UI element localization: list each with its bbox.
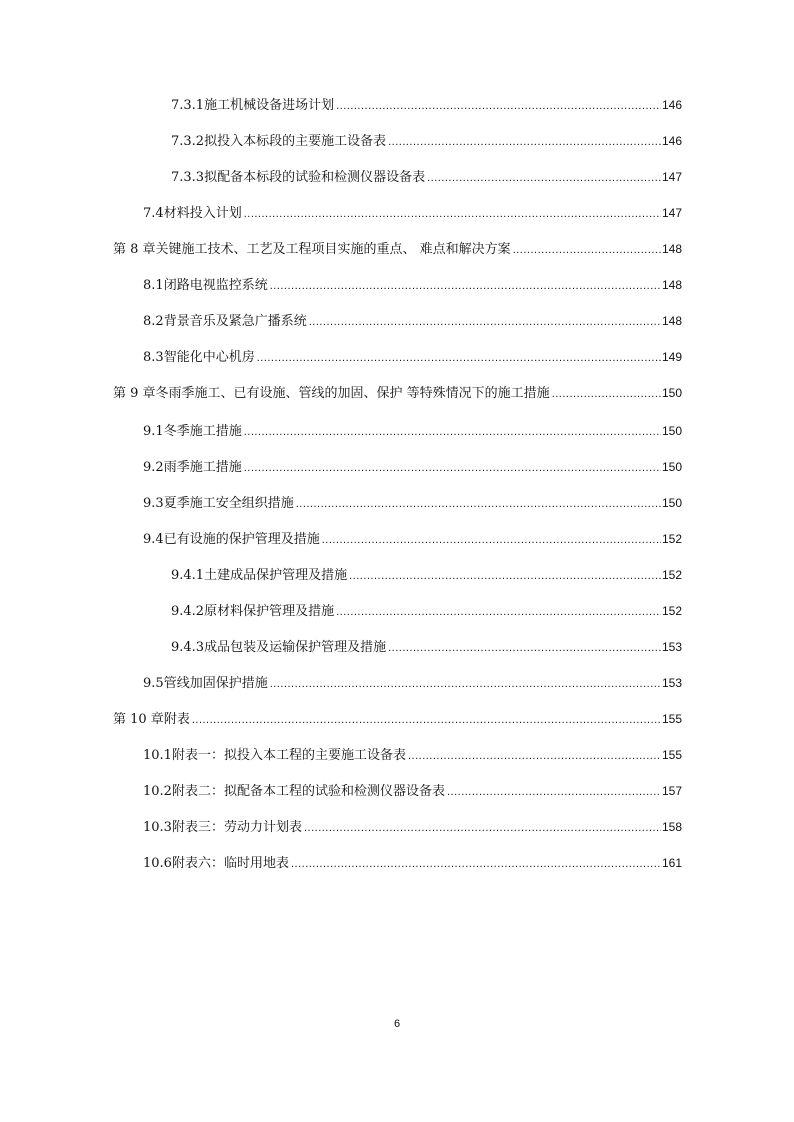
toc-number: 10.2 bbox=[143, 784, 172, 799]
toc-entry[interactable] bbox=[0, 310, 794, 332]
toc-entry[interactable] bbox=[0, 382, 794, 404]
toc-number: 8.1 bbox=[143, 278, 164, 293]
toc-title: 成品包装及运输保护管理及措施 bbox=[204, 640, 387, 655]
toc-page: 153 bbox=[661, 640, 682, 654]
toc-page: 158 bbox=[661, 820, 682, 834]
toc-leader bbox=[336, 601, 661, 623]
toc-entry[interactable] bbox=[0, 672, 794, 694]
toc-title: 雨季施工措施 bbox=[163, 460, 242, 475]
toc-page: 146 bbox=[661, 98, 682, 112]
toc-number: 9.4 bbox=[143, 532, 164, 547]
toc-leader bbox=[336, 95, 661, 117]
toc-title: 管线加固保护措施 bbox=[163, 676, 268, 691]
toc-leader bbox=[513, 239, 661, 261]
toc-title: 附表六：临时用地表 bbox=[171, 856, 289, 871]
toc-number: 8.2 bbox=[143, 314, 164, 329]
toc-number: 10.1 bbox=[143, 748, 172, 763]
toc-title: 原材料保护管理及措施 bbox=[204, 604, 335, 619]
toc-page: 148 bbox=[661, 278, 682, 292]
toc-number: 7.3.3 bbox=[171, 170, 205, 185]
toc-page: 153 bbox=[661, 676, 682, 690]
toc-number: 9.4.2 bbox=[171, 604, 205, 619]
toc-entry[interactable] bbox=[0, 636, 794, 658]
toc-page: 150 bbox=[661, 460, 682, 474]
toc-leader bbox=[296, 493, 661, 515]
toc-leader bbox=[552, 383, 661, 405]
toc-title: 已有设施的保护管理及措施 bbox=[163, 532, 320, 547]
toc-entry[interactable] bbox=[0, 202, 794, 224]
toc-number: 9.3 bbox=[143, 496, 164, 511]
toc-number: 9.1 bbox=[143, 424, 164, 439]
toc-entry[interactable] bbox=[0, 456, 794, 478]
toc-leader bbox=[270, 275, 661, 297]
toc-entry[interactable] bbox=[0, 130, 794, 152]
toc-entry[interactable] bbox=[0, 238, 794, 260]
toc-leader bbox=[192, 709, 661, 731]
toc-title: 施工机械设备进场计划 bbox=[204, 98, 335, 113]
toc-entry[interactable] bbox=[0, 94, 794, 116]
toc-entry[interactable] bbox=[0, 492, 794, 514]
toc-leader bbox=[447, 781, 661, 803]
toc-title: 背景音乐及紧急广播系统 bbox=[163, 314, 307, 329]
toc-number: 第 10 章 bbox=[113, 712, 164, 727]
toc-leader bbox=[349, 565, 661, 587]
toc-page: 161 bbox=[661, 856, 682, 870]
toc-title: 闭路电视监控系统 bbox=[163, 278, 268, 293]
toc-leader bbox=[270, 673, 661, 695]
toc-number: 9.5 bbox=[143, 676, 164, 691]
toc-title: 附表 bbox=[163, 712, 190, 727]
toc-title: 附表一：拟投入本工程的主要施工设备表 bbox=[171, 748, 406, 763]
toc-page: 147 bbox=[661, 170, 682, 184]
toc-entry[interactable] bbox=[0, 528, 794, 550]
toc-number: 10.3 bbox=[143, 820, 172, 835]
toc-leader bbox=[322, 529, 661, 551]
toc-page: 152 bbox=[661, 604, 682, 618]
toc-entry[interactable] bbox=[0, 816, 794, 838]
toc-leader bbox=[244, 421, 661, 443]
toc-page: 149 bbox=[661, 350, 682, 364]
toc-page: 152 bbox=[661, 532, 682, 546]
page-number: 6 bbox=[393, 1018, 401, 1030]
toc-entry[interactable] bbox=[0, 346, 794, 368]
toc-title: 冬雨季施工、已有设施、管线的加固、保护 等特殊情况下的施工措施 bbox=[155, 386, 550, 401]
toc-entry[interactable] bbox=[0, 166, 794, 188]
toc-title: 附表三：劳动力计划表 bbox=[171, 820, 302, 835]
toc-leader bbox=[244, 203, 661, 225]
toc-leader bbox=[304, 817, 661, 839]
toc-number: 9.4.1 bbox=[171, 568, 205, 583]
toc-entry[interactable] bbox=[0, 564, 794, 586]
toc-title: 拟配备本标段的试验和检测仪器设备表 bbox=[204, 170, 426, 185]
toc-title: 拟投入本标段的主要施工设备表 bbox=[204, 134, 387, 149]
toc-title: 关键施工技术、工艺及工程项目实施的重点、 难点和解决方案 bbox=[155, 242, 511, 257]
toc-entry[interactable] bbox=[0, 708, 794, 730]
toc-number: 9.4.3 bbox=[171, 640, 205, 655]
toc-leader bbox=[291, 853, 661, 875]
toc-leader bbox=[244, 457, 661, 479]
toc-entry[interactable] bbox=[0, 852, 794, 874]
toc-page: 150 bbox=[661, 386, 682, 400]
toc-title: 智能化中心机房 bbox=[163, 350, 255, 365]
toc-entry[interactable] bbox=[0, 420, 794, 442]
toc-title: 附表二：拟配备本工程的试验和检测仪器设备表 bbox=[171, 784, 445, 799]
toc-title: 夏季施工安全组织措施 bbox=[163, 496, 294, 511]
toc-leader bbox=[408, 745, 661, 767]
toc-page: 155 bbox=[661, 712, 682, 726]
toc-leader bbox=[388, 131, 661, 153]
toc-entry[interactable] bbox=[0, 744, 794, 766]
toc-page: 150 bbox=[661, 424, 682, 438]
toc-page: 152 bbox=[661, 568, 682, 582]
toc-leader bbox=[388, 637, 661, 659]
toc-number: 8.3 bbox=[143, 350, 164, 365]
toc-title: 土建成品保护管理及措施 bbox=[204, 568, 348, 583]
toc-number: 第 8 章 bbox=[113, 242, 156, 257]
toc-number: 7.4 bbox=[143, 206, 164, 221]
toc-title: 材料投入计划 bbox=[163, 206, 242, 221]
toc-number: 10.6 bbox=[143, 856, 172, 871]
toc-page: 155 bbox=[661, 748, 682, 762]
toc-number: 第 9 章 bbox=[113, 386, 156, 401]
toc-leader bbox=[427, 167, 661, 189]
toc-number: 7.3.1 bbox=[171, 98, 205, 113]
toc-number: 9.2 bbox=[143, 460, 164, 475]
toc-entry[interactable] bbox=[0, 600, 794, 622]
toc-number: 7.3.2 bbox=[171, 134, 205, 149]
toc-page: 157 bbox=[661, 784, 682, 798]
toc-entry[interactable] bbox=[0, 780, 794, 802]
toc-entry[interactable] bbox=[0, 274, 794, 296]
toc-page: 150 bbox=[661, 496, 682, 510]
toc-page: 148 bbox=[661, 314, 682, 328]
toc-leader bbox=[257, 347, 661, 369]
toc-page: 148 bbox=[661, 242, 682, 256]
toc-page: 147 bbox=[661, 206, 682, 220]
toc-title: 冬季施工措施 bbox=[163, 424, 242, 439]
toc-leader bbox=[309, 311, 661, 333]
toc-page: 146 bbox=[661, 134, 682, 148]
